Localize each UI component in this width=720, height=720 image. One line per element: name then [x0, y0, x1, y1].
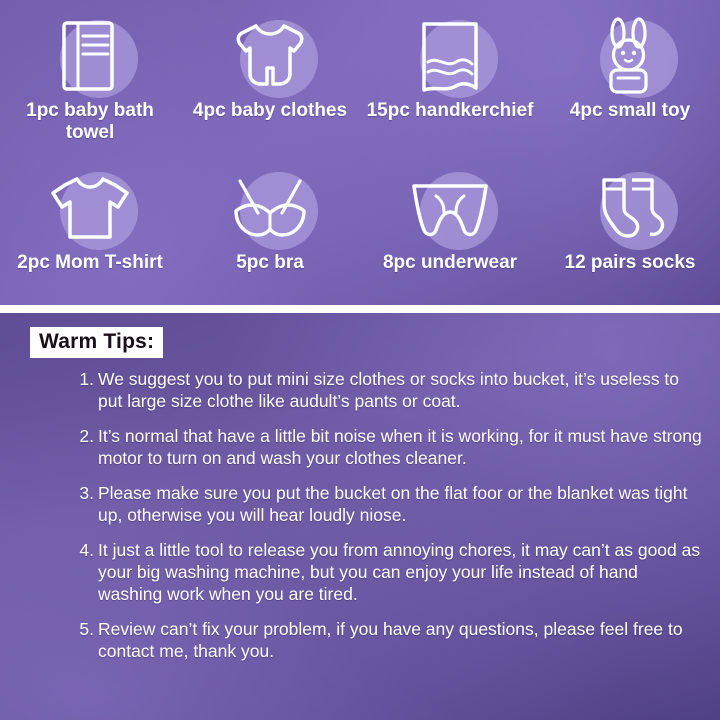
item-cell-small-toy	[540, 0, 720, 152]
item-label: 5pc bra	[236, 252, 304, 273]
icon-wrap	[36, 168, 144, 250]
item-cell-socks	[540, 152, 720, 304]
item-label: 4pc baby clothes	[192, 100, 348, 121]
icon-wrap	[396, 16, 504, 98]
warm-tips-panel	[0, 313, 720, 720]
icon-wrap	[396, 168, 504, 250]
bunny-toy-icon	[594, 17, 666, 97]
tip-item: We suggest you to put mini size clothes or socks into bucket, it’s useless to put large size clothe like audult’s pants or coat.	[98, 369, 680, 412]
warm-tips-list	[18, 368, 702, 663]
warm-tips-title-box	[30, 327, 163, 358]
panel-divider	[0, 305, 720, 313]
icon-wrap	[36, 16, 144, 98]
tip-item: It’s normal that have a little bit noise when it is working, for it must have strong motor to turn on and wash your clothes cleaner.	[98, 426, 702, 469]
baby-romper-icon	[228, 18, 312, 96]
item-cell-bath-towel	[0, 0, 180, 152]
icon-wrap	[576, 168, 684, 250]
item-cell-bra	[180, 152, 360, 304]
item-cell-handkerchief	[360, 0, 540, 152]
item-label: 2pc Mom T-shirt	[17, 252, 163, 273]
tip-item: It just a little tool to release you from annoying chores, it may can’t as good as your big washing machine, but you can enjoy your life instead of hand washing work when you are tired.	[98, 540, 701, 605]
item-cell-underwear	[360, 152, 540, 304]
item-label: 12 pairs socks	[564, 252, 696, 273]
item-label: 8pc underwear	[382, 252, 518, 273]
item-cell-baby-clothes	[180, 0, 360, 152]
item-cell-mom-tshirt	[0, 152, 180, 304]
socks-icon	[592, 172, 668, 246]
item-label: 1pc baby bath towel	[26, 100, 154, 144]
item-label: 4pc small toy	[569, 100, 691, 121]
warm-tips-title: Warm Tips:	[39, 330, 155, 353]
handkerchief-icon	[412, 18, 488, 96]
underwear-icon	[406, 174, 494, 244]
tip-item: Review can’t fix your problem, if you have any questions, please feel free to contact me, thank you.	[98, 619, 683, 662]
items-panel	[0, 0, 720, 305]
icon-wrap	[576, 16, 684, 98]
towel-icon	[54, 18, 126, 96]
tshirt-icon	[47, 173, 133, 245]
tip-item: Please make sure you put the bucket on the flat foor or the blanket was tight up, otherwise you will hear loudly niose.	[98, 483, 688, 526]
icon-wrap	[216, 168, 324, 250]
icon-wrap	[216, 16, 324, 98]
item-label: 15pc handkerchief	[366, 100, 534, 121]
items-grid	[0, 0, 720, 305]
bra-icon	[228, 171, 312, 247]
